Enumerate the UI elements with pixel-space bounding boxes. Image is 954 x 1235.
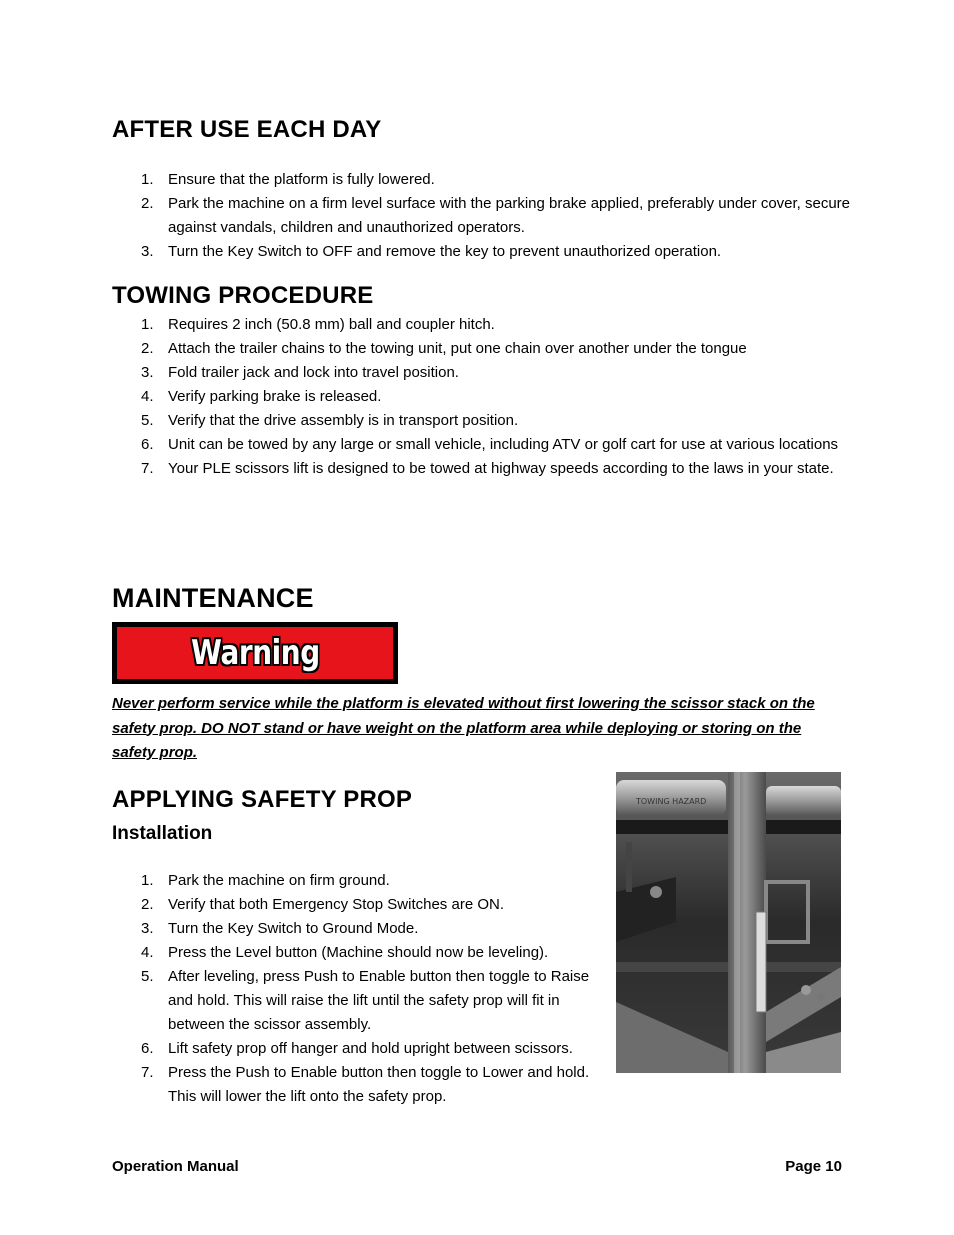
list-item (112, 458, 852, 479)
footer-document-title: Operation Manual (112, 1158, 239, 1175)
list-item (112, 869, 612, 893)
list-text: Fold trailer jack and lock into travel position. (168, 364, 459, 381)
list-number: 1. (141, 316, 154, 333)
warning-banner-fill (117, 627, 393, 679)
list-text: Park the machine on firm ground. (168, 872, 390, 889)
list-item (112, 893, 612, 917)
list-text: Press the Level button (Machine should now be leveling). (168, 944, 549, 961)
list-item (112, 434, 852, 455)
warning-label: Warning (190, 633, 320, 673)
section-title-safety-prop: APPLYING SAFETY PROP (112, 786, 413, 813)
list-number: 3. (141, 920, 154, 937)
list-text: Turn the Key Switch to OFF and remove the key to prevent unauthorized operation. (168, 243, 722, 260)
list-text: Park the machine on a firm level surface with the parking brake applied, preferably under cover, secure against vandals, children and unauthorized operators. (168, 195, 851, 236)
section-title-maintenance: MAINTENANCE (112, 583, 314, 613)
list-number: 3. (141, 364, 154, 381)
towing-list (112, 314, 852, 482)
footer-page-number: Page 10 (785, 1158, 842, 1175)
list-text: Turn the Key Switch to Ground Mode. (168, 920, 419, 937)
list-number: 6. (141, 436, 154, 453)
list-item (112, 168, 852, 192)
section-title-after-use: AFTER USE EACH DAY (112, 116, 382, 143)
list-text: Unit can be towed by any large or small vehicle, including ATV or golf cart for use at various locations (168, 436, 839, 453)
list-text: Requires 2 inch (50.8 mm) ball and coupler hitch. (168, 316, 495, 333)
list-text: Lift safety prop off hanger and hold upright between scissors. (168, 1040, 573, 1057)
list-text: Your PLE scissors lift is designed to be towed at highway speeds according to the laws in your state. (168, 460, 834, 477)
list-text: Attach the trailer chains to the towing unit, put one chain over another under the tongue (168, 340, 747, 357)
warning-banner (112, 622, 398, 684)
list-text: Press the Push to Enable button then toggle to Lower and hold. This will lower the lift onto the safety prop. (168, 1064, 590, 1105)
list-item (112, 941, 612, 965)
list-number: 5. (141, 968, 154, 985)
safety-prop-photo (616, 772, 841, 1073)
section-title-towing: TOWING PROCEDURE (112, 282, 374, 309)
list-text: Verify parking brake is released. (168, 388, 382, 405)
list-item (112, 240, 852, 264)
list-number: 1. (141, 171, 154, 188)
list-text: Verify that both Emergency Stop Switches are ON. (168, 896, 504, 913)
warning-note: Never perform service while the platform is elevated without first lowering the scissor stack on the safety prop. DO NOT stand or have weight on the platform area while deploying or storing on the safety prop. (112, 695, 815, 761)
list-item (112, 338, 852, 359)
list-item (112, 192, 852, 240)
list-number: 4. (141, 388, 154, 405)
list-item (112, 386, 852, 407)
list-item (112, 314, 852, 335)
list-number: 5. (141, 412, 154, 429)
list-item (112, 410, 852, 431)
list-number: 7. (141, 460, 154, 477)
list-number: 4. (141, 944, 154, 961)
list-item (112, 1061, 612, 1109)
list-text: Ensure that the platform is fully lowered. (168, 171, 435, 188)
subsection-title-installation: Installation (112, 823, 213, 844)
list-number: 6. (141, 1040, 154, 1057)
list-number: 7. (141, 1064, 154, 1081)
list-item (112, 1037, 612, 1061)
list-number: 2. (141, 195, 154, 212)
list-item (112, 965, 612, 1037)
after-use-list (112, 168, 852, 264)
installation-list (112, 869, 612, 1109)
photo-label: TOWING HAZARD (636, 797, 707, 806)
list-number: 2. (141, 896, 154, 913)
list-number: 3. (141, 243, 154, 260)
list-text: After leveling, press Push to Enable button then toggle to Raise and hold. This will raise the lift until the safety prop will fit in between the scissor assembly. (168, 968, 590, 1033)
list-number: 1. (141, 872, 154, 889)
list-text: Verify that the drive assembly is in transport position. (168, 412, 519, 429)
list-number: 2. (141, 340, 154, 357)
list-item (112, 917, 612, 941)
list-item (112, 362, 852, 383)
